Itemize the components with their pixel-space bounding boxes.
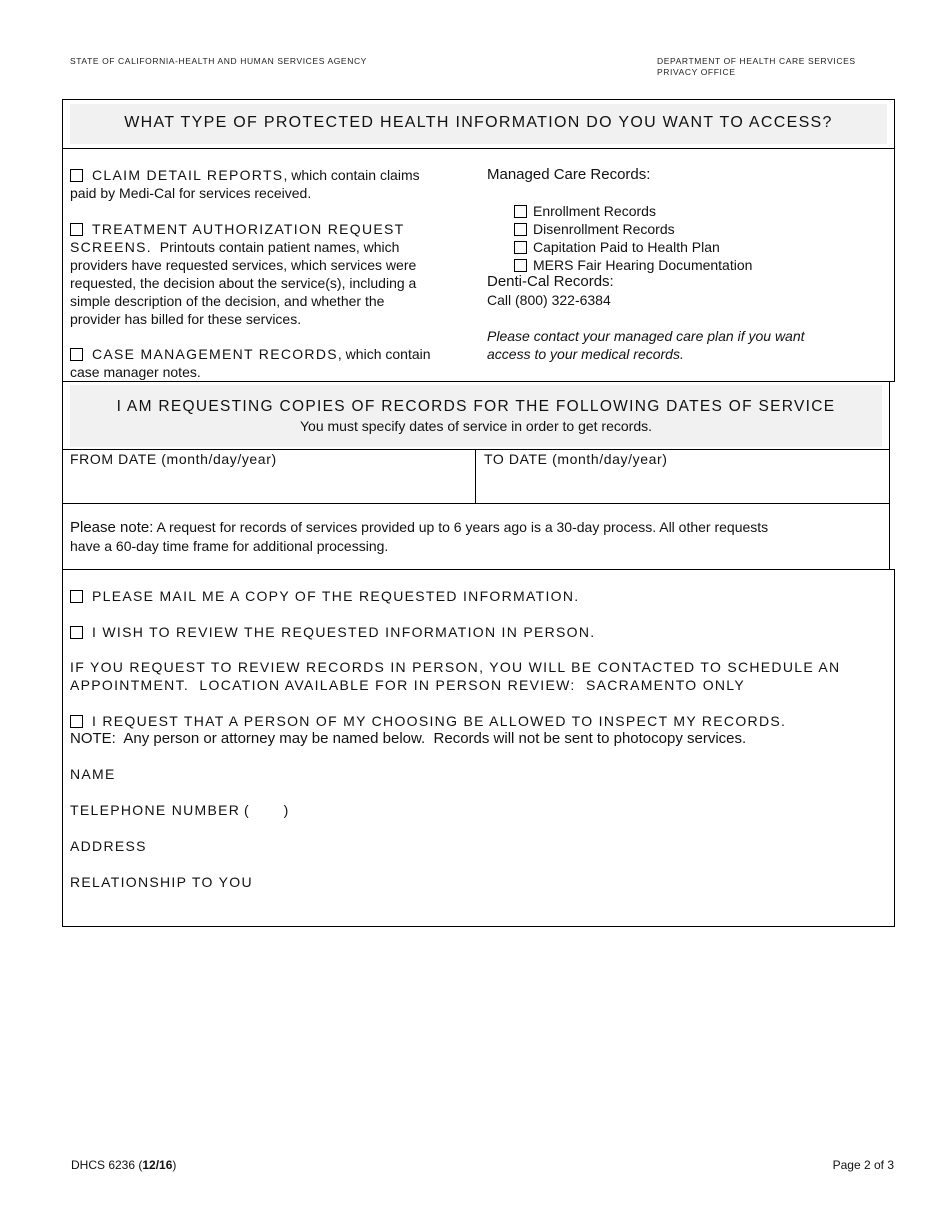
processing-note-label: Please note: (70, 519, 154, 536)
person-choosing-label: I REQUEST THAT A PERSON OF MY CHOOSING BE ALLOWED TO INSPECT MY RECORDS. (92, 713, 787, 729)
dates-subtitle: You must specify dates of service in order to get records. (300, 418, 652, 434)
name-label: NAME (70, 766, 116, 782)
from-date-label: FROM DATE (month/day/year) (70, 451, 277, 467)
dates-header-band (70, 385, 882, 447)
claim-detail-label: CLAIM DETAIL REPORTS (92, 167, 284, 183)
mers-checkbox[interactable] (514, 259, 527, 272)
designee-note: NOTE: Any person or attorney may be named below. Records will not be sent to photocopy services. (70, 730, 747, 747)
relationship-input[interactable] (260, 868, 880, 892)
form-revision: 12/16 (142, 1158, 173, 1172)
mail-copy-label: PLEASE MAIL ME A COPY OF THE REQUESTED INFORMATION. (92, 588, 580, 604)
case-mgmt-option[interactable] (70, 345, 470, 381)
relationship-label: RELATIONSHIP TO YOU (70, 874, 253, 890)
claim-detail-desc: , which contain claims (283, 167, 420, 183)
mail-copy-checkbox[interactable] (70, 590, 83, 603)
treatment-auth-desc-5: provider has billed for these services. (70, 311, 302, 327)
department-name: DEPARTMENT OF HEALTH CARE SERVICES (657, 56, 856, 66)
case-mgmt-desc-2: case manager notes. (70, 364, 201, 380)
dates-title: I AM REQUESTING COPIES OF RECORDS FOR THE FOLLOWING DATES OF SERVICE (116, 398, 836, 415)
treatment-auth-label-2: SCREENS. (70, 239, 152, 255)
disenrollment-records-option[interactable] (514, 220, 675, 238)
review-in-person-label: I WISH TO REVIEW THE REQUESTED INFORMATION IN PERSON. (92, 624, 596, 640)
claim-detail-desc-2: paid by Medi-Cal for services received. (70, 185, 312, 201)
person-choosing-checkbox[interactable] (70, 715, 83, 728)
disenrollment-label: Disenrollment Records (533, 221, 675, 237)
mers-label: MERS Fair Hearing Documentation (533, 257, 753, 273)
to-date-field[interactable] (484, 450, 884, 502)
address-input[interactable] (160, 832, 880, 856)
form-id-suffix: ) (172, 1158, 177, 1172)
mers-option[interactable] (514, 256, 752, 274)
telephone-input[interactable] (305, 796, 880, 820)
enrollment-records-option[interactable] (514, 202, 656, 220)
telephone-label: TELEPHONE NUMBER (70, 802, 241, 818)
office-name: PRIVACY OFFICE (657, 67, 736, 77)
managed-care-heading: Managed Care Records: (487, 166, 651, 183)
contact-note-1: Please contact your managed care plan if you want (487, 328, 805, 344)
processing-note-text-2: have a 60-day time frame for additional processing. (70, 538, 389, 554)
treatment-auth-desc-4: simple description of the decision, and whether the (70, 293, 385, 309)
capitation-checkbox[interactable] (514, 241, 527, 254)
address-label: ADDRESS (70, 838, 147, 854)
review-in-person-option[interactable] (70, 623, 595, 641)
processing-note (70, 518, 885, 555)
treatment-auth-desc-3: requested, the decision about the service(s), including a (70, 275, 417, 291)
form-id (71, 1158, 176, 1172)
in-person-note-2: APPOINTMENT. LOCATION AVAILABLE FOR IN PERSON REVIEW: SACRAMENTO ONLY (70, 677, 745, 693)
person-choosing-option[interactable] (70, 712, 786, 730)
case-mgmt-label: CASE MANAGEMENT RECORDS (92, 346, 338, 362)
page-number: Page 2 of 3 (832, 1158, 894, 1172)
claim-detail-option[interactable] (70, 166, 470, 202)
from-date-field[interactable] (70, 450, 470, 502)
agency-name: STATE OF CALIFORNIA-HEALTH AND HUMAN SERVICES AGENCY (70, 56, 367, 66)
name-input[interactable] (140, 760, 880, 784)
case-mgmt-checkbox[interactable] (70, 348, 83, 361)
treatment-auth-desc-2: providers have requested services, which services were (70, 257, 417, 273)
divider (62, 503, 890, 504)
mail-copy-option[interactable] (70, 587, 579, 605)
contact-note-2: access to your medical records. (487, 346, 684, 362)
denti-cal-heading: Denti-Cal Records: (487, 273, 614, 290)
case-mgmt-desc: , which contain (337, 346, 431, 362)
treatment-auth-desc: Printouts contain patient names, which (151, 239, 400, 255)
capitation-option[interactable] (514, 238, 720, 256)
enrollment-label: Enrollment Records (533, 203, 656, 219)
form-id-prefix: DHCS 6236 ( (71, 1158, 143, 1172)
in-person-note-1: IF YOU REQUEST TO REVIEW RECORDS IN PERSON, YOU WILL BE CONTACTED TO SCHEDULE AN (70, 659, 841, 675)
phi-type-title: WHAT TYPE OF PROTECTED HEALTH INFORMATION DO YOU WANT TO ACCESS? (124, 114, 833, 131)
treatment-auth-label: TREATMENT AUTHORIZATION REQUEST (92, 221, 405, 237)
enrollment-checkbox[interactable] (514, 205, 527, 218)
divider (475, 449, 476, 503)
treatment-auth-option[interactable] (70, 220, 470, 328)
denti-cal-phone: Call (800) 322-6384 (487, 292, 611, 308)
claim-detail-checkbox[interactable] (70, 169, 83, 182)
divider (62, 148, 895, 149)
telephone-area-code: ( ) (244, 802, 289, 818)
to-date-label: TO DATE (month/day/year) (484, 451, 668, 467)
capitation-label: Capitation Paid to Health Plan (533, 239, 720, 255)
processing-note-text: A request for records of services provided up to 6 years ago is a 30-day process. All other requests (153, 519, 769, 535)
review-in-person-checkbox[interactable] (70, 626, 83, 639)
disenrollment-checkbox[interactable] (514, 223, 527, 236)
treatment-auth-checkbox[interactable] (70, 223, 83, 236)
